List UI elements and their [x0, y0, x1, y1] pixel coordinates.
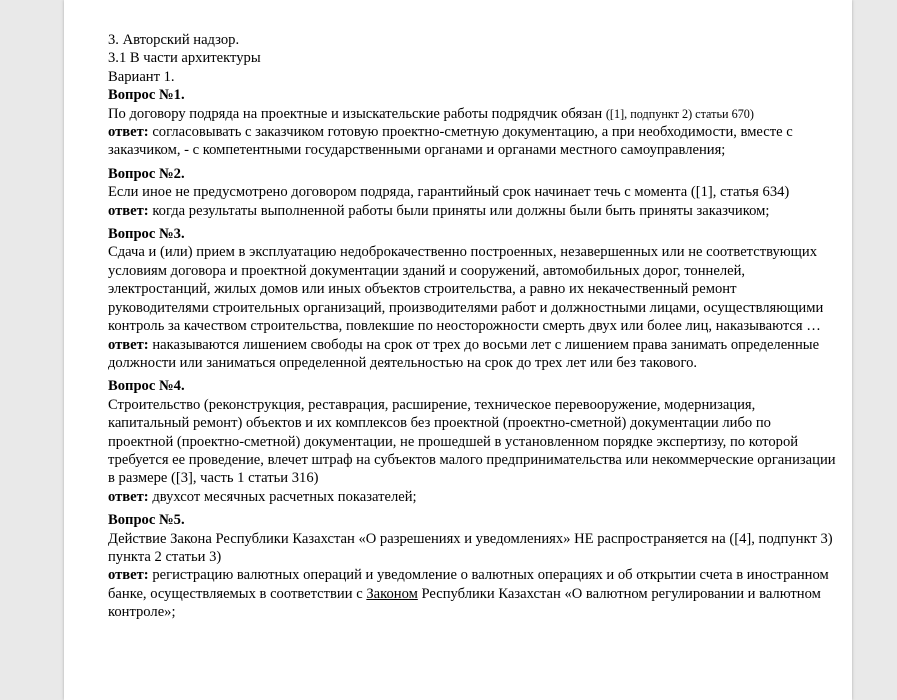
answer-text: ответ: регистрацию валютных операций и уведомление о валютных операциях и об открытии счета в иностранном банке, осуществляемых в соответствии с Законом Республики Казахстан «О валютном регулировании и валютном контроле»;	[108, 567, 829, 621]
answer-text: ответ: наказываются лишением свободы на срок от трех до восьми лет с лишением права занимать определенные должности или заниматься определенной деятельностью на срок до трех лет или без такового.	[108, 336, 820, 371]
document-content	[108, 31, 838, 622]
question-title: Вопрос №4.	[108, 378, 185, 395]
question-block-1	[108, 86, 838, 160]
question-title: Вопрос №5.	[108, 512, 185, 529]
question-title: Вопрос №3.	[108, 226, 185, 243]
question-text: По договору подряда на проектные и изыскательские работы подрядчик обязан ([1], подпункт 2) статьи 670)	[108, 105, 754, 122]
answer-label: ответ:	[108, 202, 149, 219]
subsection-heading: 3.1 В части архитектуры	[108, 50, 261, 67]
question-text: Если иное не предусмотрено договором подряда, гарантийный срок начинает течь с момента ([1], статья 634)	[108, 184, 790, 201]
answer-text: ответ: когда результаты выполненной работы были приняты или должны были быть приняты заказчиком;	[108, 202, 770, 219]
question-block-5	[108, 511, 838, 621]
question-text: Сдача и (или) прием в эксплуатацию недоброкачественно построенных, незавершенных или не соответствующих условиям договора и проектной документации зданий и сооружений, автомобильных дорог, тоннелей, электростанций, жилых домов или иных объектов строительства, а равно их некачественный ремонт руководителями строительных организаций, производителями работ и должностными лицами, осуществляющими контроль за качеством строительства, повлекшие по неосторожности смерть двух или более лиц, наказываются …	[108, 244, 824, 335]
question-block-2	[108, 165, 838, 220]
answer-label: ответ:	[108, 567, 149, 584]
question-block-3	[108, 225, 838, 372]
document-page	[64, 0, 852, 700]
question-text: Строительство (реконструкция, реставрация, расширение, техническое перевооружение, модернизация, капитальный ремонт) объектов и их комплексов без проектной (проектно-сметной) документации либо по проектной (проектно-сметной) документации, не прошедшей в установленном порядке экспертизу, по которой требуется ее проведение, влечет штраф на субъектов малого предпринимательства или некоммерческие организации в размере ([3], часть 1 статьи 316)	[108, 396, 836, 487]
variant-label: Вариант 1.	[108, 68, 175, 85]
answer-label: ответ:	[108, 124, 149, 141]
answer-text: ответ: согласовывать с заказчиком готовую проектно-сметную документацию, а при необходимости, вместе с заказчиком, - с компетентными государственными органами и органами местного самоуправления;	[108, 124, 793, 159]
law-link[interactable]: Законом	[366, 585, 418, 602]
question-reference: ([1], подпункт 2) статьи 670)	[605, 106, 754, 121]
question-title: Вопрос №2.	[108, 165, 185, 182]
question-title: Вопрос №1.	[108, 87, 185, 104]
question-text: Действие Закона Республики Казахстан «О разрешениях и уведомлениях» НЕ распространяется на ([4], подпункт 3) пункта 2 статьи 3)	[108, 530, 833, 565]
section-heading: 3. Авторский надзор.	[108, 32, 240, 48]
answer-label: ответ:	[108, 488, 149, 505]
answer-label: ответ:	[108, 336, 149, 353]
question-block-4	[108, 377, 838, 506]
answer-text: ответ: двухсот месячных расчетных показателей;	[108, 488, 417, 505]
